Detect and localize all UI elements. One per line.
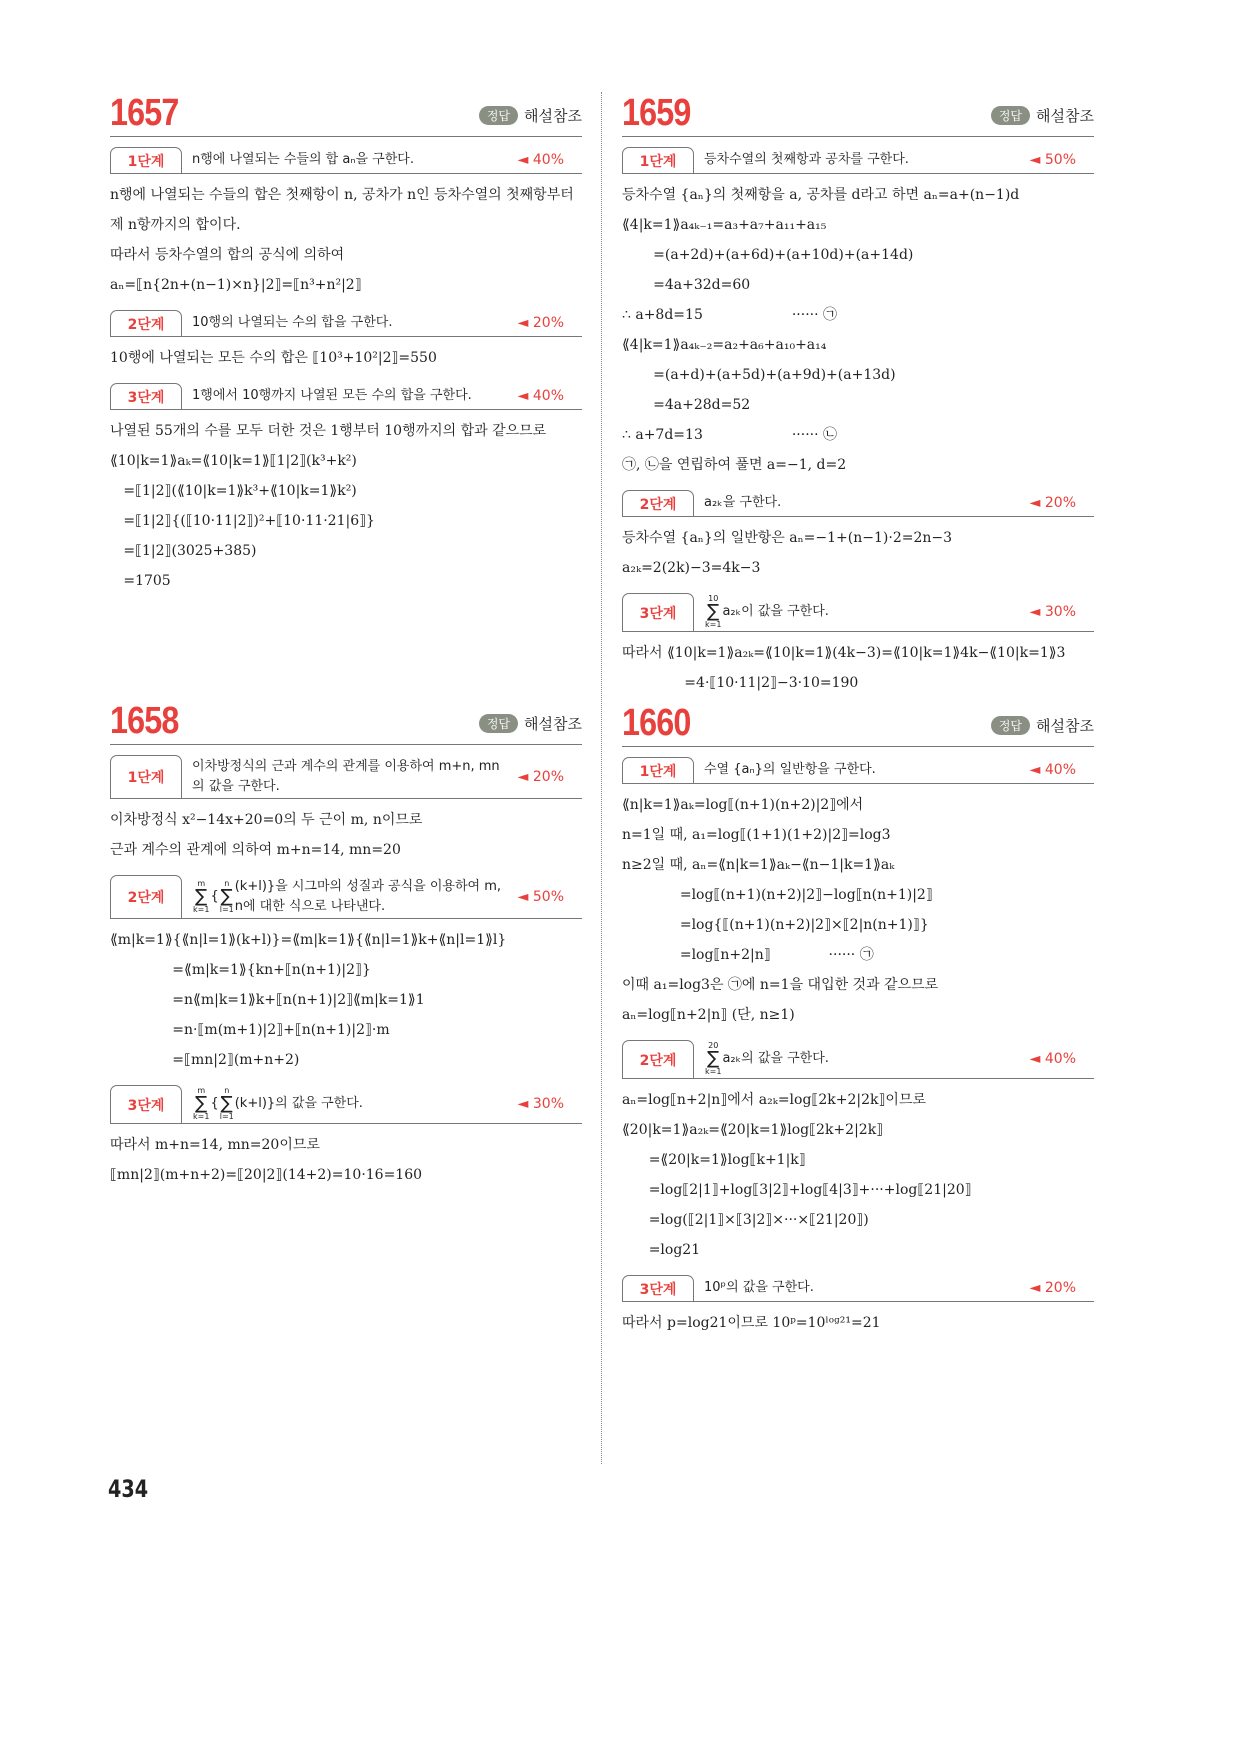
step-label: 2단계 — [622, 490, 694, 516]
step-percent: ◄ 40% — [517, 388, 564, 404]
answer-reference — [479, 105, 582, 126]
solution-line: =⟦1|2⟧{(⟦10·11|2⟧)²+⟦10·11·21|6⟧} — [110, 513, 375, 529]
solution-line: =(a+d)+(a+5d)+(a+9d)+(a+13d) — [622, 367, 896, 383]
sigma-symbol: ∑ — [220, 885, 233, 907]
problem-header — [622, 698, 1094, 747]
step-body — [622, 1079, 1094, 1265]
solution-line: ∴ a+8d=15 ······ ㉠ — [622, 307, 838, 323]
solution-line: 이때 a₁=log3은 ㉠에 n=1을 대입한 것과 같으므로 — [622, 977, 939, 993]
solution-line: ⟦mn|2⟧(m+n+2)=⟦20|2⟧(14+2)=10·16=160 — [110, 1167, 423, 1183]
step-percent: ◄ 20% — [517, 768, 564, 785]
solution-line: aₙ=log⟦n+2|n⟧ (단, n≥1) — [622, 1007, 795, 1023]
step-header — [622, 147, 1094, 174]
solution-line: =1705 — [110, 573, 171, 589]
step-body — [110, 799, 582, 865]
step-percent: ◄ 40% — [517, 152, 564, 168]
step-percent: ◄ 20% — [1029, 495, 1076, 511]
solution-line: ⟪4|k=1⟫a₄ₖ₋₁=a₃+a₇+a₁₁+a₁₅ — [622, 217, 827, 233]
solution-line: ∴ a+7d=13 ······ ㉡ — [622, 427, 838, 443]
solution-line: =⟪20|k=1⟫log⟦k+1|k⟧ — [622, 1152, 806, 1168]
sigma-upper: n — [224, 1086, 230, 1095]
sigma-symbol: ∑ — [707, 601, 720, 622]
step-body — [110, 919, 582, 1075]
step-header — [622, 1275, 1094, 1302]
problem-number: 1657 — [110, 92, 179, 134]
sigma-symbol: ∑ — [707, 1048, 720, 1069]
solution-line: ⟪4|k=1⟫a₄ₖ₋₂=a₂+a₆+a₁₀+a₁₄ — [622, 337, 827, 353]
sigma-symbol: ∑ — [220, 1093, 233, 1114]
answer-text: 해설참조 — [1036, 717, 1094, 735]
step-title: 20 ∑ k=1 a₂ₖ의 값을 구한다. — [705, 1041, 829, 1076]
sigma-icon — [705, 595, 721, 629]
step-percent: ◄ 30% — [517, 1096, 564, 1112]
step-body — [622, 784, 1094, 1030]
step-header — [110, 755, 582, 799]
step-header — [110, 875, 582, 919]
solution-line: ⟪m|k=1⟫{⟪n|l=1⟫(k+l)}=⟪m|k=1⟫{⟪n|l=1⟫k+⟪n|l=1⟫l} — [110, 932, 507, 948]
solution-line: =⟪m|k=1⟫{kn+⟦n(n+1)|2⟧} — [110, 962, 371, 978]
step-body — [622, 632, 1094, 698]
problem-1660 — [622, 698, 1094, 1338]
sigma-lower: l=1 — [219, 1112, 234, 1121]
solution-line: =log{⟦(n+1)(n+2)|2⟧×⟦2|n(n+1)⟧} — [622, 917, 929, 933]
solution-line: n행에 나열되는 수들의 합은 첫째항이 n, 공차가 n인 등차수열의 첫째항부터 — [110, 187, 574, 203]
step-label: 1단계 — [622, 147, 694, 173]
solution-line: ⟪20|k=1⟫a₂ₖ=⟪20|k=1⟫log⟦2k+2|2k⟧ — [622, 1122, 884, 1138]
problem-1658 — [110, 696, 582, 1190]
solution-line: aₙ=log⟦n+2|n⟧에서 a₂ₖ=log⟦2k+2|2k⟧이므로 — [622, 1092, 926, 1108]
sigma-symbol: ∑ — [195, 885, 208, 907]
solution-line: =4a+32d=60 — [622, 277, 751, 293]
solution-line: 근과 계수의 관계에 의하여 m+n=14, mn=20 — [110, 842, 401, 858]
sigma-upper: m — [197, 878, 206, 888]
problem-header — [110, 88, 582, 137]
step-title: m ∑ k=1 { n ∑ l=1 (k+l)}의 값을 구한다. — [193, 1086, 363, 1121]
solution-line: 등차수열 {aₙ}의 첫째항을 a, 공차를 d라고 하면 aₙ=a+(n−1)d — [622, 187, 1020, 203]
sigma-lower: k=1 — [705, 620, 722, 629]
answer-reference — [479, 713, 582, 734]
answer-badge: 정답 — [991, 106, 1030, 125]
answer-badge: 정답 — [991, 716, 1030, 735]
step-header — [110, 310, 582, 337]
step-title: 10 ∑ k=1 a₂ₖ이 값을 구한다. — [705, 594, 829, 629]
solution-line: 따라서 p=log21이므로 10ᵖ=10ˡᵒᵍ²¹=21 — [622, 1315, 881, 1331]
solution-line: =⟦1|2⟧(3025+385) — [110, 543, 257, 559]
solution-line: =log⟦2|1⟧+log⟦3|2⟧+log⟦4|3⟧+···+log⟦21|20⟧ — [622, 1182, 972, 1198]
step-label: 3단계 — [110, 383, 182, 409]
step-percent: ◄ 20% — [517, 315, 564, 331]
solution-line: 이차방정식 x²−14x+20=0의 두 근이 m, n이므로 — [110, 812, 423, 828]
problem-number: 1659 — [622, 92, 691, 134]
solution-line: 등차수열 {aₙ}의 일반항은 aₙ=−1+(n−1)·2=2n−3 — [622, 530, 953, 546]
solution-line: 10행에 나열되는 모든 수의 합은 ⟦10³+10²|2⟧=550 — [110, 350, 437, 366]
problem-1657 — [110, 88, 582, 596]
problem-header — [110, 696, 582, 745]
solution-line: 따라서 m+n=14, mn=20이므로 — [110, 1137, 320, 1153]
step-body — [110, 1124, 582, 1190]
sigma-upper: n — [224, 878, 230, 888]
step-body — [622, 1302, 1094, 1338]
sigma-icon — [193, 1087, 209, 1121]
step-label: 2단계 — [110, 875, 182, 918]
step-header — [622, 757, 1094, 784]
sigma-upper: 10 — [708, 594, 719, 603]
step-label: 1단계 — [110, 755, 182, 798]
step-label: 1단계 — [622, 757, 694, 783]
sigma-icon — [193, 880, 209, 914]
problem-header — [622, 88, 1094, 137]
sigma-lower: k=1 — [705, 1067, 722, 1076]
solution-line: a₂ₖ=2(2k)−3=4k−3 — [622, 560, 761, 576]
page-number: 434 — [108, 1475, 149, 1503]
answer-text: 해설참조 — [524, 107, 582, 125]
sigma-icon — [220, 1087, 234, 1121]
sigma-icon — [705, 1042, 721, 1076]
step-title: 1행에서 10행까지 나열된 모든 수의 합을 구한다. — [192, 388, 472, 404]
step-label: 3단계 — [622, 1275, 694, 1301]
step-header — [622, 593, 1094, 632]
step-label: 3단계 — [622, 593, 694, 631]
solution-line: 제 n항까지의 합이다. — [110, 217, 241, 233]
solution-line: =n·⟦m(m+1)|2⟧+⟦n(n+1)|2⟧·m — [110, 1022, 390, 1038]
step-title: 10행의 나열되는 수의 합을 구한다. — [192, 315, 393, 331]
step-header — [110, 1085, 582, 1124]
solution-line: 따라서 ⟪10|k=1⟫a₂ₖ=⟪10|k=1⟫(4k−3)=⟪10|k=1⟫4k−⟪10|k=1⟫3 — [622, 645, 1066, 661]
solution-line: =⟦1|2⟧(⟪10|k=1⟫k³+⟪10|k=1⟫k²) — [110, 483, 357, 499]
step-body — [622, 517, 1094, 583]
solution-line: aₙ=⟦n{2n+(n−1)×n}|2⟧=⟦n³+n²|2⟧ — [110, 277, 362, 293]
problem-number: 1660 — [622, 702, 691, 744]
solution-line: =(a+2d)+(a+6d)+(a+10d)+(a+14d) — [622, 247, 914, 263]
step-header — [110, 147, 582, 174]
step-title: 이차방정식의 근과 계수의 관계를 이용하여 m+n, mn의 값을 구한다. — [192, 759, 500, 794]
solution-line: ⟪n|k=1⟫aₖ=log⟦(n+1)(n+2)|2⟧에서 — [622, 797, 864, 813]
solution-line: n=1일 때, a₁=log⟦(1+1)(1+2)|2⟧=log3 — [622, 827, 891, 843]
step-title: 10ᵖ의 값을 구한다. — [704, 1280, 814, 1296]
step-label: 3단계 — [110, 1085, 182, 1123]
step-percent: ◄ 30% — [1029, 604, 1076, 620]
solution-line: =log21 — [622, 1242, 701, 1258]
answer-reference — [991, 105, 1094, 126]
sigma-symbol: ∑ — [195, 1093, 208, 1114]
step-percent: ◄ 40% — [1029, 1051, 1076, 1067]
sigma-icon — [220, 880, 234, 914]
sigma-upper: m — [197, 1086, 206, 1095]
sigma-upper: 20 — [708, 1041, 719, 1050]
solution-line: =4a+28d=52 — [622, 397, 751, 413]
sigma-lower: l=1 — [219, 904, 234, 914]
step-header — [622, 1040, 1094, 1079]
answer-badge: 정답 — [479, 714, 518, 733]
step-title: n행에 나열되는 수들의 합 aₙ을 구한다. — [192, 152, 414, 168]
step-percent: ◄ 20% — [1029, 1280, 1076, 1296]
sigma-lower: k=1 — [193, 904, 210, 914]
step-body — [110, 337, 582, 373]
step-label: 1단계 — [110, 147, 182, 173]
step-title: a₂ₖ을 구한다. — [704, 495, 782, 511]
solution-line: =⟦mn|2⟧(m+n+2) — [110, 1052, 300, 1068]
solution-line: =log⟦n+2|n⟧ ······ ㉠ — [622, 947, 874, 963]
step-percent: ◄ 50% — [1029, 152, 1076, 168]
step-body — [622, 174, 1094, 480]
column-divider — [601, 92, 602, 1464]
problem-number: 1658 — [110, 700, 179, 742]
answer-badge: 정답 — [479, 106, 518, 125]
step-percent: ◄ 50% — [517, 888, 564, 905]
solution-line: ⟪10|k=1⟫aₖ=⟪10|k=1⟫⟦1|2⟧(k³+k²) — [110, 453, 357, 469]
sigma-lower: k=1 — [193, 1112, 210, 1121]
answer-reference — [991, 715, 1094, 736]
step-title: m ∑ k=1 { n ∑ l=1 (k+l)}을 시그마의 성질과 공식을 이용하여 m, n에 대한 식으로 나타낸다. — [193, 878, 502, 914]
answer-text: 해설참조 — [524, 715, 582, 733]
step-header — [622, 490, 1094, 517]
step-header — [110, 383, 582, 410]
problem-1659 — [622, 88, 1094, 698]
solution-line: =log(⟦2|1⟧×⟦3|2⟧×···×⟦21|20⟧) — [622, 1212, 869, 1228]
step-body — [110, 174, 582, 300]
solution-line: =4·⟦10·11|2⟧−3·10=190 — [622, 675, 859, 691]
solution-line: 나열된 55개의 수를 모두 더한 것은 1행부터 10행까지의 합과 같으므로 — [110, 423, 547, 439]
step-label: 2단계 — [110, 310, 182, 336]
step-percent: ◄ 40% — [1029, 762, 1076, 778]
solution-line: =log⟦(n+1)(n+2)|2⟧−log⟦n(n+1)|2⟧ — [622, 887, 933, 903]
solution-line: 따라서 등차수열의 합의 공식에 의하여 — [110, 247, 345, 263]
solution-line: ㉠, ㉡을 연립하여 풀면 a=−1, d=2 — [622, 457, 847, 473]
step-body — [110, 410, 582, 596]
step-label: 2단계 — [622, 1040, 694, 1078]
step-title: 등차수열의 첫째항과 공차를 구한다. — [704, 152, 909, 168]
solution-line: =n⟪m|k=1⟫k+⟦n(n+1)|2⟧⟪m|k=1⟫1 — [110, 992, 425, 1008]
answer-text: 해설참조 — [1036, 107, 1094, 125]
solution-line: n≥2일 때, aₙ=⟪n|k=1⟫aₖ−⟪n−1|k=1⟫aₖ — [622, 857, 895, 873]
step-title: 수열 {aₙ}의 일반항을 구한다. — [704, 762, 876, 778]
